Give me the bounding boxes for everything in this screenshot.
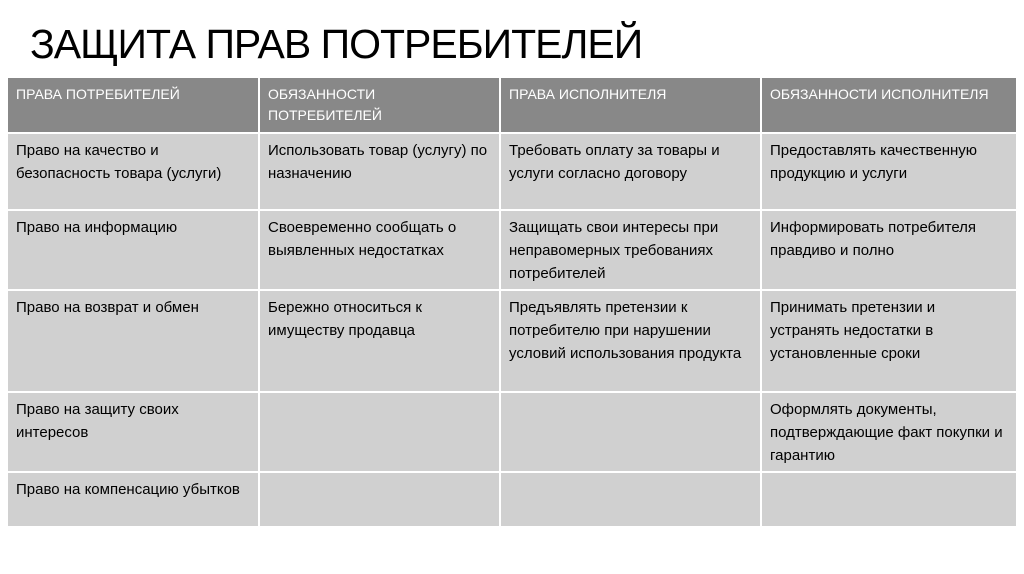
table-cell (761, 472, 1017, 527)
table-row (7, 472, 1017, 527)
table-row (7, 290, 1017, 392)
table-cell: Требовать оплату за товары и услуги согласно договору (500, 133, 761, 210)
table-cell (259, 472, 500, 527)
table-cell: Право на компенсацию убытков (7, 472, 259, 527)
table-header-row (7, 77, 1017, 133)
table-cell: Предъявлять претензии к потребителю при нарушении условий использования продукта (500, 290, 761, 392)
table-cell: Оформлять документы, подтверждающие факт покупки и гарантию (761, 392, 1017, 472)
header-consumer-duties: ОБЯЗАННОСТИ ПОТРЕБИТЕЛЕЙ (259, 77, 500, 133)
table-cell: Принимать претензии и устранять недостатки в установленные сроки (761, 290, 1017, 392)
table-cell: Предоставлять качественную продукцию и услуги (761, 133, 1017, 210)
table-cell (259, 392, 500, 472)
consumer-rights-table (6, 76, 1018, 528)
table-cell: Право на защиту своих интересов (7, 392, 259, 472)
table-cell: Право на качество и безопасность товара (услуги) (7, 133, 259, 210)
table-cell: Использовать товар (услугу) по назначению (259, 133, 500, 210)
table-cell: Бережно относиться к имуществу продавца (259, 290, 500, 392)
header-provider-rights: ПРАВА ИСПОЛНИТЕЛЯ (500, 77, 761, 133)
header-consumer-rights: ПРАВА ПОТРЕБИТЕЛЕЙ (7, 77, 259, 133)
table-row (7, 392, 1017, 472)
header-provider-duties: ОБЯЗАННОСТИ ИСПОЛНИТЕЛЯ (761, 77, 1017, 133)
table-row (7, 210, 1017, 290)
table-cell: Защищать свои интересы при неправомерных требованиях потребителей (500, 210, 761, 290)
table-row (7, 133, 1017, 210)
table-cell: Право на информацию (7, 210, 259, 290)
table-cell: Своевременно сообщать о выявленных недостатках (259, 210, 500, 290)
table-cell (500, 472, 761, 527)
table-cell (500, 392, 761, 472)
table-cell: Информировать потребителя правдиво и полно (761, 210, 1017, 290)
slide-title: ЗАЩИТА ПРАВ ПОТРЕБИТЕЛЕЙ (30, 21, 643, 67)
table-cell: Право на возврат и обмен (7, 290, 259, 392)
